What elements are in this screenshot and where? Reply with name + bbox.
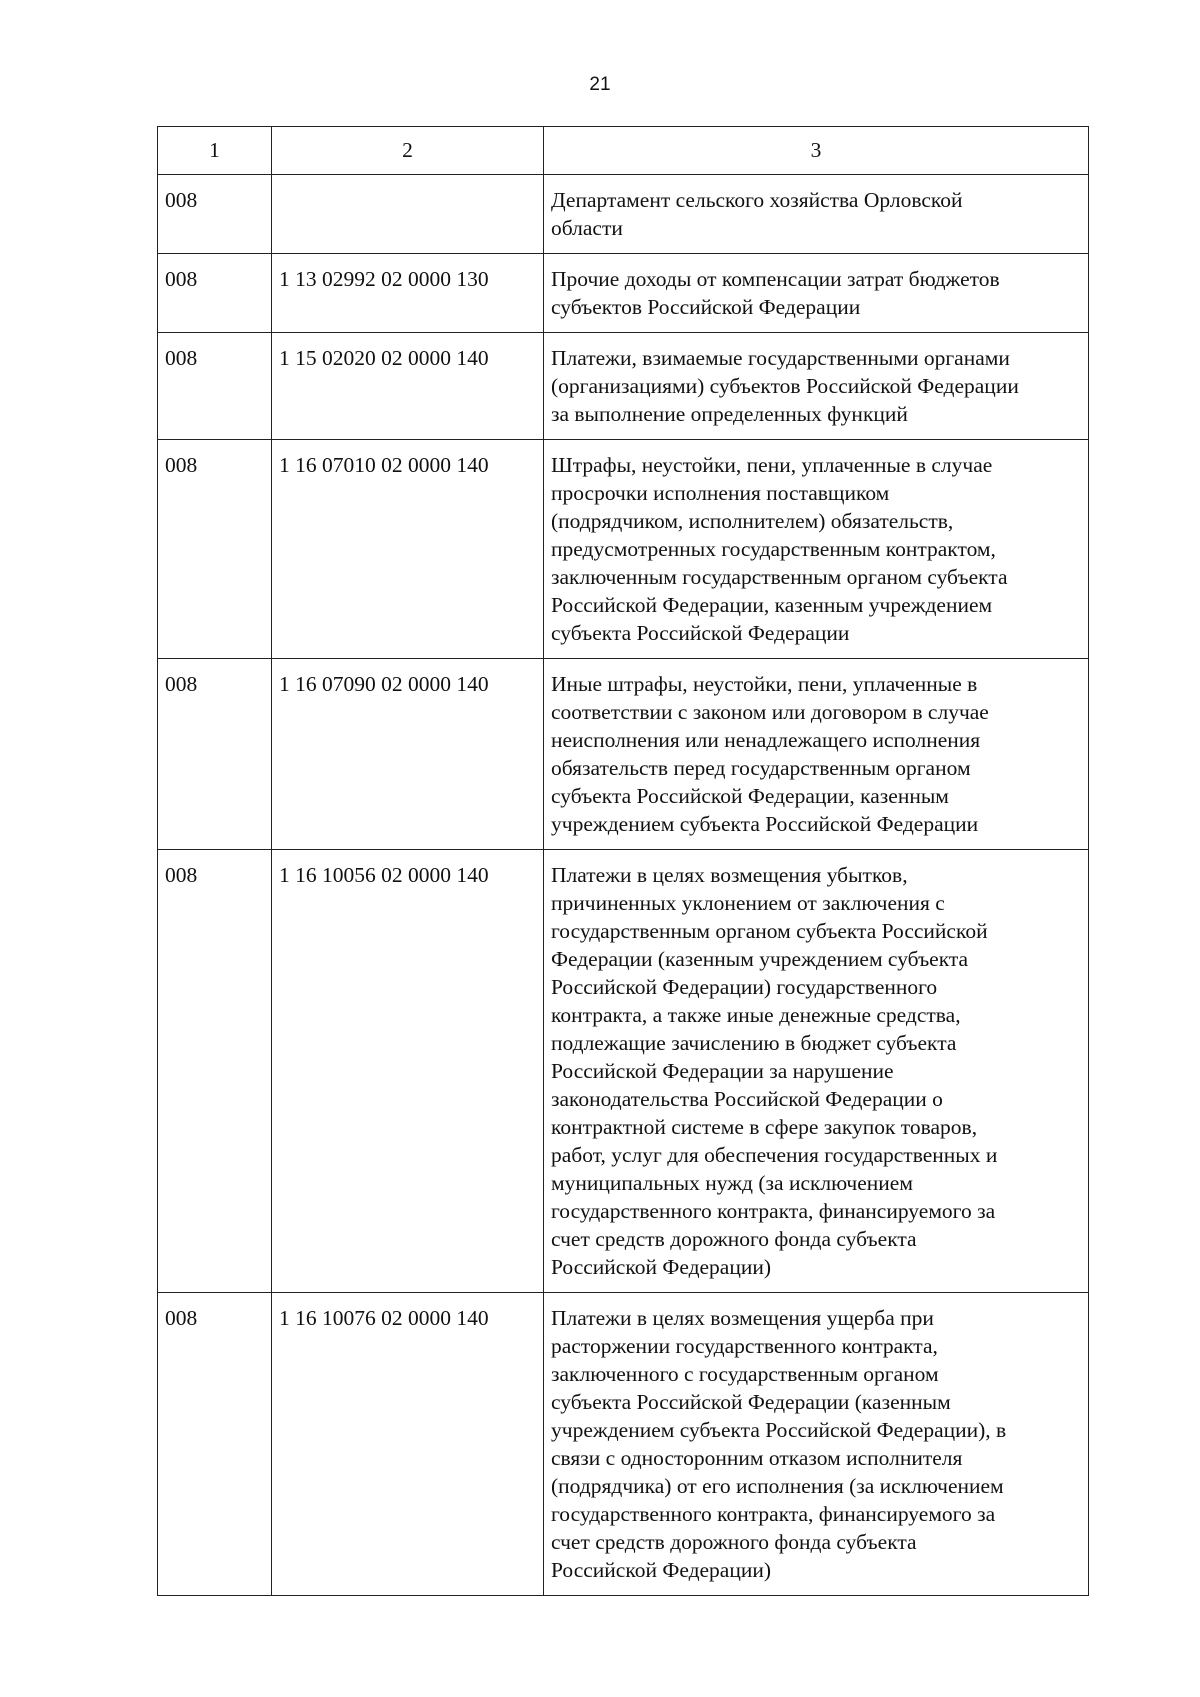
description-line: (подрядчика) от его исполнения (за исключением [551, 1474, 1004, 1498]
table-body [158, 127, 1089, 1596]
revenue-code-cell: 1 16 10076 02 0000 140 [272, 1293, 544, 1596]
description-line: субъектов Российской Федерации [551, 295, 861, 319]
description-line: Прочие доходы от компенсации затрат бюджетов [551, 267, 1000, 291]
description-line: контрактной системе в сфере закупок товаров, [551, 1115, 978, 1139]
description-line: обязательств перед государственным органом [551, 756, 971, 780]
table-row [158, 440, 1089, 659]
description-line: заключенного с государственным органом [551, 1362, 939, 1386]
table-row [158, 850, 1089, 1293]
description-line: учреждением субъекта Российской Федерации [551, 812, 979, 836]
description-line: работ, услуг для обеспечения государственных и [551, 1143, 998, 1167]
description-line: Штрафы, неустойки, пени, уплаченные в случае [551, 453, 993, 477]
description-line: просрочки исполнения поставщиком [551, 481, 890, 505]
description-line: заключенным государственным органом субъекта [551, 565, 1008, 589]
revenue-code-cell: 1 16 10056 02 0000 140 [272, 850, 544, 1293]
description-line: муниципальных нужд (за исключением [551, 1171, 913, 1195]
description-line: соответствии с законом или договором в случае [551, 700, 989, 724]
page-number: 21 [589, 74, 611, 95]
admin-code-cell: 008 [158, 333, 272, 440]
admin-code-cell: 008 [158, 440, 272, 659]
admin-code-cell: 008 [158, 1293, 272, 1596]
description-line: законодательства Российской Федерации о [551, 1087, 943, 1111]
description-cell [544, 659, 1089, 850]
admin-code-cell: 008 [158, 254, 272, 333]
column-header-3: 3 [544, 127, 1089, 175]
description-cell [544, 850, 1089, 1293]
revenue-codes-table [157, 126, 1089, 1596]
description-line: Иные штрафы, неустойки, пени, уплаченные в [551, 672, 978, 696]
revenue-code-cell: 1 16 07090 02 0000 140 [272, 659, 544, 850]
description-line: государственного контракта, финансируемого за [551, 1502, 996, 1526]
revenue-code-cell: 1 15 02020 02 0000 140 [272, 333, 544, 440]
description-line: подлежащие зачислению в бюджет субъекта [551, 1031, 957, 1055]
description-line: причиненных уклонением от заключения с [551, 891, 945, 915]
admin-code-cell: 008 [158, 175, 272, 254]
description-line: Платежи в целях возмещения ущерба при [551, 1306, 934, 1330]
table-row [158, 254, 1089, 333]
revenue-code-cell: 1 13 02992 02 0000 130 [272, 254, 544, 333]
table-header-row [158, 127, 1089, 175]
description-line: Российской Федерации) государственного [551, 975, 938, 999]
table-row [158, 175, 1089, 254]
table-row [158, 659, 1089, 850]
description-line: (организациями) субъектов Российской Федерации [551, 374, 1019, 398]
description-line: учреждением субъекта Российской Федерации), в [551, 1418, 1007, 1442]
description-line: предусмотренных государственным контрактом, [551, 537, 996, 561]
description-line: субъекта Российской Федерации (казенным [551, 1390, 951, 1414]
description-line: государственным органом субъекта Российской [551, 919, 988, 943]
description-line: расторжении государственного контракта, [551, 1334, 938, 1358]
description-line: связи с односторонним отказом исполнителя [551, 1446, 963, 1470]
description-line: Российской Федерации) [551, 1558, 772, 1582]
description-line: государственного контракта, финансируемого за [551, 1199, 996, 1223]
revenue-code-cell: 1 16 07010 02 0000 140 [272, 440, 544, 659]
description-line: субъекта Российской Федерации [551, 621, 850, 645]
description-line: Платежи в целях возмещения убытков, [551, 863, 908, 887]
table-row [158, 333, 1089, 440]
description-cell [544, 333, 1089, 440]
description-line: Департамент сельского хозяйства Орловской [551, 188, 963, 212]
column-header-1: 1 [158, 127, 272, 175]
description-cell [544, 175, 1089, 254]
description-line: неисполнения или ненадлежащего исполнения [551, 728, 981, 752]
description-line: (подрядчиком, исполнителем) обязательств, [551, 509, 954, 533]
admin-code-cell: 008 [158, 659, 272, 850]
description-line: области [551, 216, 623, 240]
description-line: счет средств дорожного фонда субъекта [551, 1530, 917, 1554]
description-line: Российской Федерации) [551, 1255, 772, 1279]
column-header-2: 2 [272, 127, 544, 175]
description-line: контракта, а также иные денежные средства, [551, 1003, 961, 1027]
description-line: субъекта Российской Федерации, казенным [551, 784, 949, 808]
description-line: Федерации (казенным учреждением субъекта [551, 947, 969, 971]
description-cell [544, 1293, 1089, 1596]
description-cell [544, 440, 1089, 659]
description-line: Платежи, взимаемые государственными органами [551, 346, 1010, 370]
description-line: Российской Федерации, казенным учреждением [551, 593, 993, 617]
admin-code-cell: 008 [158, 850, 272, 1293]
table-row [158, 1293, 1089, 1596]
description-line: за выполнение определенных функций [551, 402, 908, 426]
description-line: Российской Федерации за нарушение [551, 1059, 894, 1083]
description-line: счет средств дорожного фонда субъекта [551, 1227, 917, 1251]
revenue-code-cell [272, 175, 544, 254]
description-cell [544, 254, 1089, 333]
